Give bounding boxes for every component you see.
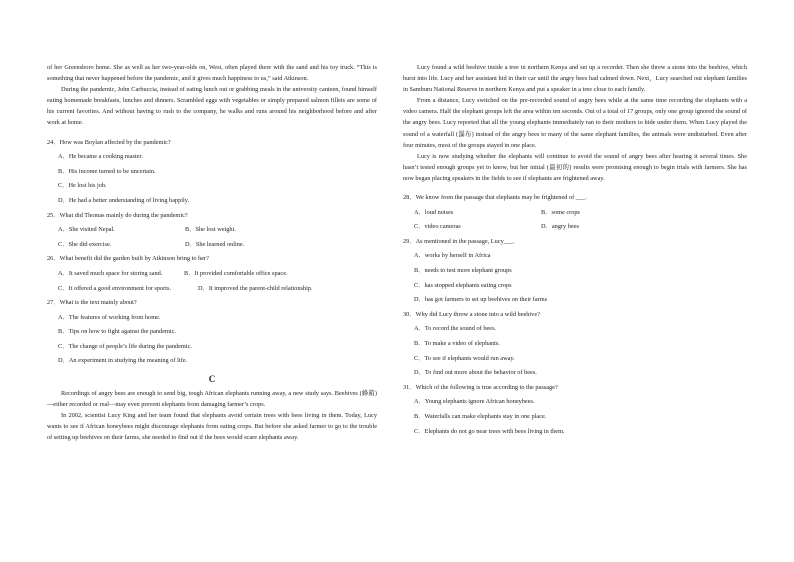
- option: A．She visited Nepal.: [58, 226, 115, 234]
- option: B．some crops: [541, 208, 581, 216]
- option: C．It offered a good environment for sports.: [58, 284, 172, 292]
- option: D．has got farmers to set up beehives on their farms: [414, 296, 548, 304]
- option: A．It saved much space for storing sand.: [58, 269, 163, 277]
- option: B．Waterfalls can make elephants stay in one place.: [414, 412, 547, 420]
- spacer: [403, 184, 747, 191]
- option-row: [47, 223, 377, 238]
- option: C．He lost his job.: [58, 182, 107, 190]
- question-stem: 24．How was Boylan affected by the pandemic?: [47, 138, 171, 146]
- passage-paragraph: Recordings of angry bees are enough to send big, tough African elephants running away, a new study says. Beehives (蜂箱)—either recorded or real—may even prevent elephants from damaging farmer’s crops.: [47, 390, 377, 409]
- question-stem: 28．We know from the passage that elephants may be frightened of ___.: [403, 194, 587, 202]
- passage-paragraph: Lucy is now studying whether the elephants will continue to avoid the sound of angry bees after hearing it several times. She hasn’t tested enough groups yet to know, but her initial (最初的) results were promising enough to begin trials with farmers. She has now began placing speakers in the fields to see if elephants are frightened away.: [403, 152, 747, 182]
- question-stem: 30．Why did Lucy throw a stone into a wild beehive?: [403, 310, 540, 318]
- passage-paragraph: In 2002, scientist Lucy King and her team found that elephants avoid certain trees with bees living in them. Today, Lucy wants to see if African honeybees might discourage elephants from eating crops. But before she asked farmer to go to the trouble of setting up beehives on their farms, she needed to find out if the bees would scare elephants away.: [47, 412, 377, 442]
- question-27: [47, 296, 377, 369]
- option: A．loud noises: [414, 208, 454, 216]
- option: D．It improved the parent-child relationship.: [198, 284, 313, 292]
- option: B．To make a video of elephants.: [414, 339, 500, 347]
- spacer: [47, 129, 377, 136]
- option: B．She lost weight.: [185, 226, 236, 234]
- question-stem: 29．As mentioned in the passage, Lucy___.: [403, 237, 515, 245]
- option: C．video cameras: [414, 223, 461, 231]
- left-column: [47, 62, 377, 444]
- option: B．It provided comfortable office space.: [184, 269, 288, 277]
- passage-paragraph: From a distance, Lucy switched on the pre-recorded sound of angry bees while at the same time recording the elephants with a video camera. Half the elephant groups left the area within ten seconds. Out of a total of 17 groups, only one group ignored the sound of the angry bees. Lucy reported that all the young elephants immediately ran to their mothers to hide under them. When Lucy played the sound of a waterfall (瀑布) instead of the angry bees to many of the same elephant families, the animals were undisturbed. Even after four minutes, most of the groups stayed in one place.: [403, 97, 747, 149]
- passage-paragraph: Lucy found a wild beehive inside a tree in northern Kenya and set up a recorder. Then she threw a stone into the beehive, which burst into life. Lucy and her assistant hid in their car until the angry bees had calmed down. Next，Lucy searched out elephant families in Samburu National Reserve in northern Kenya and put a speaker in a tree close to each family.: [403, 64, 747, 94]
- option: D．She learned online.: [185, 240, 245, 248]
- question-31: [403, 381, 747, 439]
- question-29: [403, 235, 747, 308]
- option: C．Elephants do not go near trees with bees living in them.: [414, 427, 565, 435]
- question-24: [47, 136, 377, 209]
- option: C．The change of people’s life during the pandemic.: [58, 342, 192, 350]
- question-stem: 26．What benefit did the garden built by Atkinson bring to her?: [47, 255, 209, 263]
- question-stem: 27．What is the text mainly about?: [47, 299, 137, 307]
- option: C．To see if elephants would run away.: [414, 354, 515, 362]
- option: D．He had a better understanding of living happily.: [58, 196, 190, 204]
- option: B．Tips on how to fight against the pandemic.: [58, 328, 177, 336]
- option: A．The features of working from home.: [58, 313, 161, 321]
- right-column: [403, 62, 747, 439]
- option: D．angry bees: [541, 223, 579, 231]
- option: A．To record the sound of bees.: [414, 325, 497, 333]
- section-title: C: [208, 374, 216, 385]
- option: B．His income turned to be uncertain.: [58, 167, 156, 175]
- passage-paragraph: of her Greensboro home. She as well as her two-year-olds on, West, often played there with the sand and his toy truck. “This is something that never happened before the pandemic, and it gives much happiness to us,” said Atkinson.: [47, 64, 377, 83]
- option: D．An experiment in studying the meaning of life.: [58, 357, 188, 365]
- question-stem: 25．What did Thomas mainly do during the pandemic?: [47, 211, 188, 219]
- passage-paragraph: During the pandemic, John Carbuccia, instead of eating lunch out or grabbing meals in the university canteen, found himself eating homemade breakfasts, lunches and dinners. Scrambled eggs with vegetables or simply prepared salmon fillets are some of his current favorites. And without having to rush to the company, he walks and runs around his neighborhood before and after work at home.: [47, 86, 377, 127]
- option: B．needs to test more elephant groups: [414, 267, 512, 274]
- option: C．She did exercise.: [58, 240, 112, 248]
- option-row: [47, 238, 377, 253]
- option: C．has stopped elephants eating crops: [414, 281, 512, 289]
- option-row: [47, 267, 377, 282]
- option: A．He became a cooking master.: [58, 153, 143, 161]
- option-row: [403, 220, 747, 235]
- question-30: [403, 308, 747, 381]
- option: A．Young elephants ignore African honeybees.: [414, 398, 535, 406]
- option-row: [403, 206, 747, 221]
- question-stem: 31．Which of the following is true according to the passage?: [403, 383, 558, 391]
- question-25: [47, 209, 377, 253]
- option: A．works by herself in Africa: [414, 252, 491, 260]
- option-row: [47, 282, 377, 297]
- question-28: [403, 191, 747, 235]
- option: D．To find out more about the behavior of bees.: [414, 369, 537, 377]
- question-26: [47, 252, 377, 296]
